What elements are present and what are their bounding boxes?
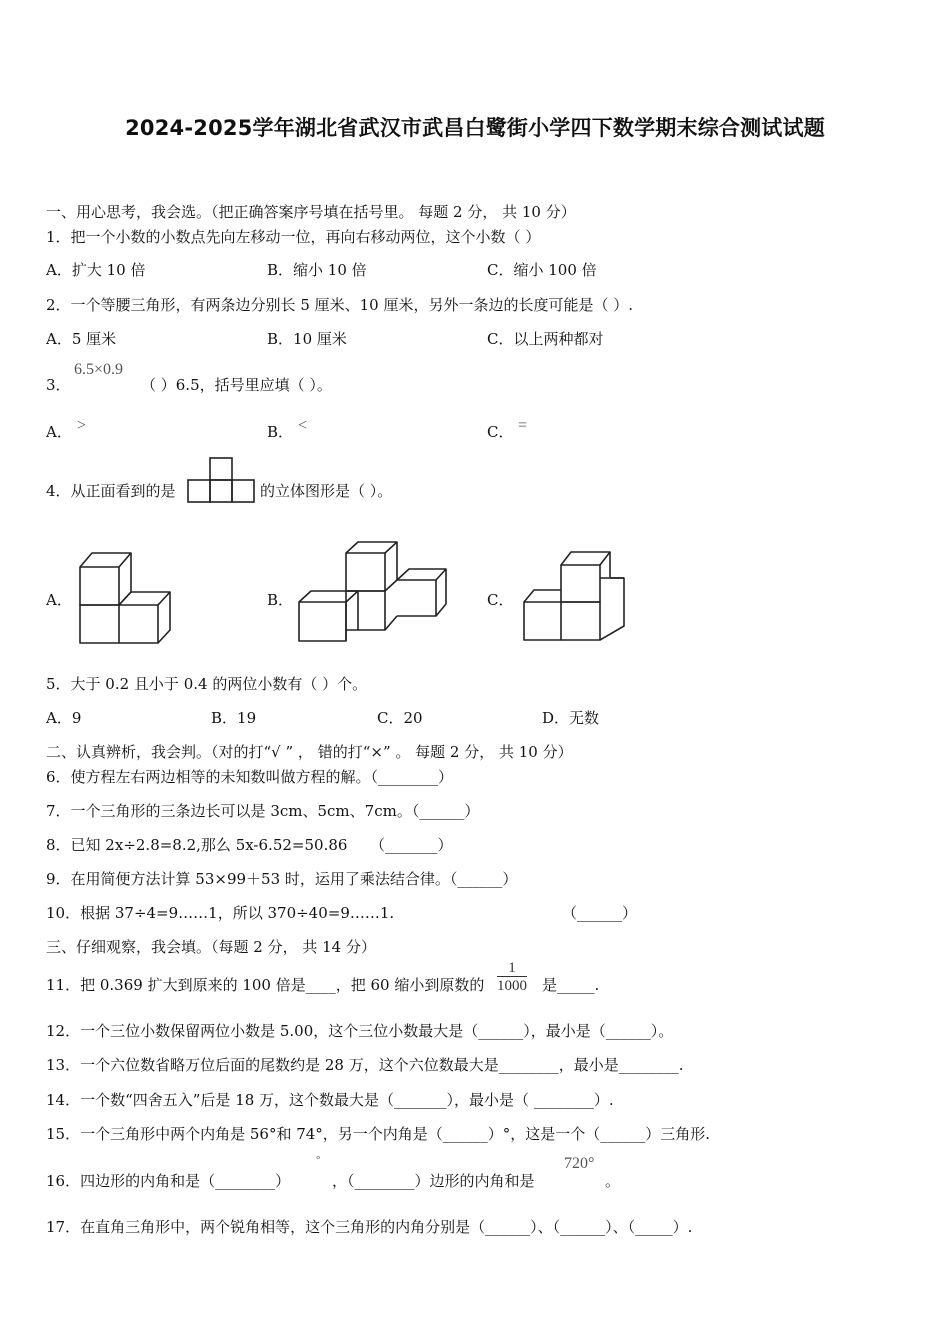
section2-heading: 二、认真辨析，我会判。（对的打“√ ” ， 错的打“×” 。 每题 2 分， 共 10 分） [46,743,573,761]
q2-option-c: C．以上两种都对 [487,330,604,348]
q3-option-c-label: C． [487,423,514,441]
q11-fraction-denominator: 1000 [497,978,527,994]
q3-option-c-symbol: = [518,417,528,434]
q4-option-c-figure [520,548,632,646]
q3-option-a-symbol: > [77,417,87,434]
q1-option-c: C．缩小 100 倍 [487,261,597,279]
q3-option-b-label: B． [267,423,294,441]
q16-degree-mark: ° [316,1154,321,1166]
page-title: 2024-2025学年湖北省武汉市武昌白鹭街小学四下数学期末综合测试试题 [125,116,825,140]
q12-text: 12．一个三位小数保留两位小数是 5.00，这个三位小数最大是（______），最小是（______）。 [46,1022,674,1040]
q13-text: 13．一个六位数省略万位后面的尾数约是 28 万，这个六位数最大是________，最小是________. [46,1056,684,1074]
q4-option-b-figure [296,540,452,646]
q4-option-a-figure [76,550,176,646]
q3-option-b-symbol: < [298,417,308,434]
q4-option-c-label: C． [487,591,514,609]
q6-text: 6．使方程左右两边相等的未知数叫做方程的解。（________） [46,768,454,786]
q1-option-b: B．缩小 10 倍 [267,261,367,279]
section1-heading: 一、用心思考，我会选。（把正确答案序号填在括号里。 每题 2 分， 共 10 分） [46,203,576,221]
q4-option-b-label: B． [267,591,294,609]
q5-text: 5．大于 0.2 且小于 0.4 的两位小数有（ ）个。 [46,675,368,693]
q3-option-a-label: A． [46,423,72,441]
q11-fraction-numerator: 1 [508,960,516,976]
q16-text-c: 。 [605,1172,621,1190]
q5-option-c: C．20 [377,709,423,727]
q8-text: 8．已知 2x÷2.8=8.2,那么 5x-6.52=50.86 [46,836,348,854]
q15-text: 15．一个三角形中两个内角是 56°和 74°，另一个内角是（______）°，这是一个（______）三角形. [46,1125,711,1143]
q14-text: 14．一个数“四舍五入”后是 18 万，这个数最大是（_______），最小是（ ________）. [46,1091,614,1109]
q4-option-a-label: A． [46,591,72,609]
q9-text: 9．在用简便方法计算 53×99＋53 时，运用了乘法结合律。（______） [46,870,518,888]
q11-text-after: 是_____. [542,976,600,994]
q1-text: 1．把一个小数的小数点先向左移动一位，再向右移动两位，这个小数（ ） [46,228,541,246]
q4-front-view-figure [187,457,257,503]
q3-formula: 6.5×0.9 [74,361,124,378]
q5-option-d: D．无数 [542,709,600,727]
q16-text-a: 16．四边形的内角和是（________） [46,1172,291,1190]
q7-text: 7．一个三角形的三条边长可以是 3cm、5cm、7cm。（______） [46,802,480,820]
q10-text: 10．根据 37÷4=9……1，所以 370÷40=9……1. [46,904,395,922]
q4-text-after: 的立体图形是（ ）。 [260,482,393,500]
q2-option-a: A．5 厘米 [46,330,117,348]
q3-text: （ ）6.5，括号里应填（ ）。 [141,376,332,394]
q5-option-a: A．9 [46,709,82,727]
q2-option-b: B．10 厘米 [267,330,347,348]
section3-heading: 三、仔细观察，我会填。（每题 2 分， 共 14 分） [46,938,376,956]
q8-blank: （_______） [370,836,453,854]
q1-option-a: A．扩大 10 倍 [46,261,146,279]
q5-option-b: B．19 [211,709,257,727]
q17-text: 17．在直角三角形中，两个锐角相等，这个三角形的内角分别是（______）、（______）、（_____）. [46,1218,693,1236]
q11-fraction [497,960,527,994]
q11-text-before: 11．把 0.369 扩大到原来的 100 倍是____，把 60 缩小到原数的 [46,976,485,994]
q16-value: 720° [564,1155,595,1172]
q16-text-b: ，（________）边形的内角和是 [332,1172,535,1190]
q4-text-before: 4．从正面看到的是 [46,482,176,500]
q10-blank: （______） [562,904,638,922]
q2-text: 2．一个等腰三角形，有两条边分别长 5 厘米、10 厘米，另外一条边的长度可能是（ ）. [46,296,634,314]
q3-number: 3． [46,376,71,394]
